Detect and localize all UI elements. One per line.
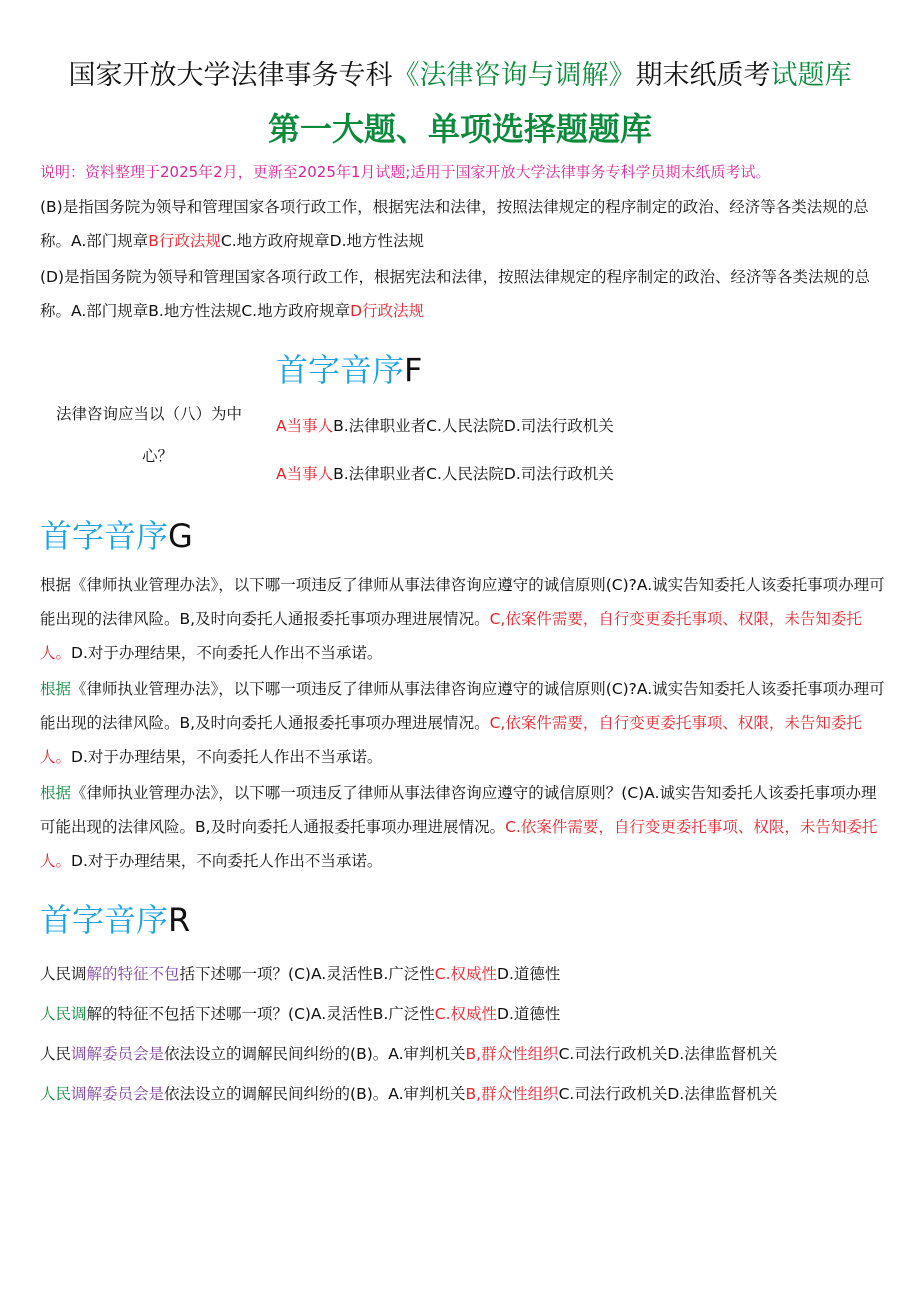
- title-part1: 国家开放大学法律事务专科: [68, 60, 393, 91]
- title-part2: 《法律咨询与调解》: [392, 60, 636, 91]
- answer-text: D行政法规: [350, 302, 425, 320]
- title-part4: 试题库: [770, 60, 852, 91]
- answer-text: B,群众性组织: [465, 1085, 559, 1103]
- answer-text: C.权威性: [434, 1005, 498, 1023]
- answer-text: B行政法规: [148, 232, 221, 250]
- answer-text: C.依案件需要，自行变更委托事项、权限，未告知委托人。: [40, 818, 878, 870]
- question-item: (D)是指国务院为领导和管理国家各项行政工作，根据宪法和法律，按照法律规定的程序制定的政治、经济等各类法规的总称。A.部门规章B.地方性法规C.地方政府规章D行政法规: [40, 268, 871, 320]
- question-item: 根据《律师执业管理办法》，以下哪一项违反了律师从事法律咨询应遵守的诚信原则？(C)A.诚实告知委托人该委托事项办理可能出现的法律风险。B,及时向委托人通报委托事项办理进展情况。C.依案件需要，自行变更委托事项、权限，未告知委托人。D.对于办理结果，不向委托人作出不当承诺。: [40, 784, 878, 870]
- question-item: 根据《律师执业管理办法》，以下哪一项违反了律师从事法律咨询应遵守的诚信原则(C)?A.诚实告知委托人该委托事项办理可能出现的法律风险。B,及时向委托人通报委托事项办理进展情况。C,依案件需要，自行变更委托事项、权限，未告知委托人。D.对于办理结果，不向委托人作出不当承诺。: [40, 576, 885, 662]
- document-note: 说明：资料整理于2025年2月，更新至2025年1月试题;适用于国家开放大学法律事务专科学员期末纸质考试。: [40, 163, 771, 181]
- answer-text: C.权威性: [434, 965, 498, 983]
- section-heading-g: 首字音序G: [40, 517, 193, 555]
- question-item: 人民调解的特征不包括下述哪一项？(C)A.灵活性B.广泛性C.权威性D.道德性: [40, 1005, 561, 1023]
- answer-text: A当事人: [276, 465, 334, 483]
- title-part3: 期末纸质考: [635, 60, 771, 91]
- question-item: 人民调解委员会是依法设立的调解民间纠纷的(B)。A.审判机关B,群众性组织C.司法行政机关D.法律监督机关: [40, 1085, 778, 1103]
- question-item: 人民调解的特征不包括下述哪一项？(C)A.灵活性B.广泛性C.权威性D.道德性: [40, 965, 561, 983]
- answer-text: C,依案件需要，自行变更委托事项、权限，未告知委托人。: [40, 610, 862, 662]
- document-title: [0, 56, 920, 96]
- document-subtitle: 第一大题、单项选择题题库: [267, 110, 652, 148]
- answer-text: B,群众性组织: [465, 1045, 559, 1063]
- section-heading-r: 首字音序R: [40, 901, 191, 939]
- options-row: A当事人B.法律职业者C.人民法院D.司法行政机关: [276, 465, 614, 483]
- question-item: 人民调解委员会是依法设立的调解民间纠纷的(B)。A.审判机关B,群众性组织C.司法行政机关D.法律监督机关: [40, 1045, 778, 1063]
- question-item: (B)是指国务院为领导和管理国家各项行政工作，根据宪法和法律，按照法律规定的程序制定的政治、经济等各类法规的总称。A.部门规章B行政法规C.地方政府规章D.地方性法规: [40, 198, 869, 250]
- question-text: 法律咨询应当以（八）为中: [56, 405, 243, 423]
- options-row: A当事人B.法律职业者C.人民法院D.司法行政机关: [276, 417, 614, 435]
- answer-text: C,依案件需要，自行变更委托事项、权限，未告知委托人。: [40, 714, 862, 766]
- question-text-cont: 心？: [142, 447, 174, 465]
- section-heading-f: 首字音序F: [276, 351, 423, 389]
- question-item: 根据《律师执业管理办法》，以下哪一项违反了律师从事法律咨询应遵守的诚信原则(C)?A.诚实告知委托人该委托事项办理可能出现的法律风险。B,及时向委托人通报委托事项办理进展情况。C,依案件需要，自行变更委托事项、权限，未告知委托人。D.对于办理结果，不向委托人作出不当承诺。: [40, 680, 885, 766]
- answer-text: A当事人: [276, 417, 334, 435]
